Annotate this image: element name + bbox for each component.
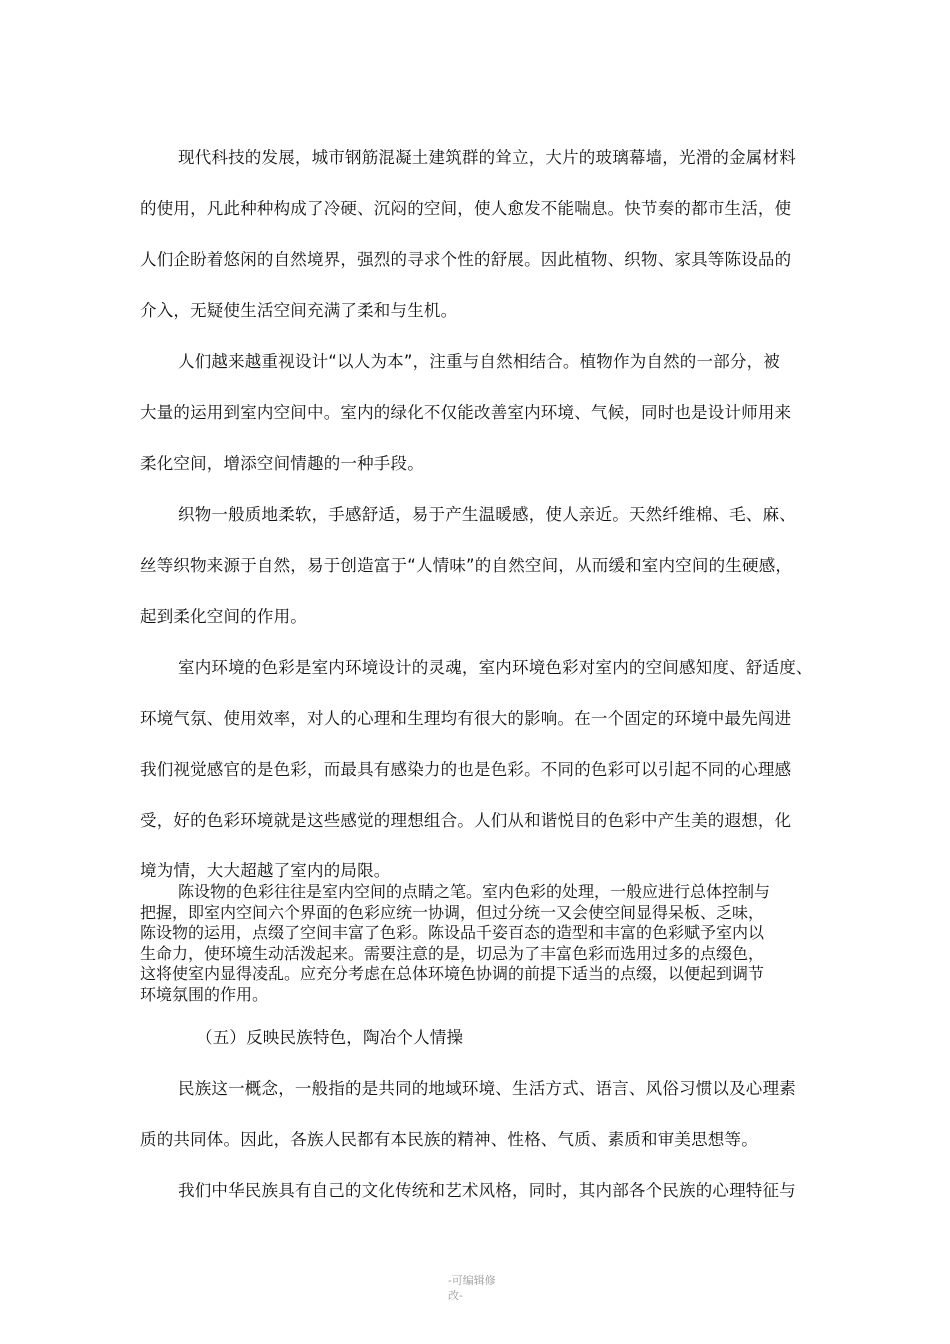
paragraph2-line2: 大量的运用到室内空间中。室内的绿化不仅能改善室内环境、气候，同时也是设计师用来 bbox=[140, 403, 792, 422]
footer-line1: -可编辑修 bbox=[448, 1274, 496, 1287]
paragraph3-line3: 起到柔化空间的作用。 bbox=[140, 607, 307, 626]
section-heading: （五）反映民族特色，陶冶个人情操 bbox=[196, 1028, 464, 1047]
paragraph5-line1: 陈设物的色彩往往是室内空间的点睛之笔。室内色彩的处理，一般应进行总体控制与 bbox=[178, 882, 771, 901]
paragraph2-line1: 人们越来越重视设计“以人为本”，注重与自然相结合。植物作为自然的一部分，被 bbox=[178, 352, 780, 371]
paragraph4-line1: 室内环境的色彩是室内环境设计的灵魂，室内环境色彩对室内的空间感知度、舒适度、 bbox=[178, 658, 813, 677]
paragraph5-line4: 生命力，使环境生动活泼起来。需要注意的是，切忌为了丰富色彩而选用过多的点缀色， bbox=[140, 943, 765, 963]
paragraph5-line6: 环境氛围的作用。 bbox=[140, 984, 269, 1004]
paragraph7-line1: 我们中华民族具有自己的文化传统和艺术风格，同时，其内部各个民族的心理特征与 bbox=[178, 1181, 796, 1200]
paragraph1-line4: 介入，无疑使生活空间充满了柔和与生机。 bbox=[140, 301, 458, 320]
paragraph1-line1: 现代科技的发展，城市钢筋混凝土建筑群的耸立，大片的玻璃幕墙，光滑的金属材料 bbox=[178, 148, 796, 167]
paragraph4-line3: 我们视觉感官的是色彩，而最具有感染力的也是色彩。不同的色彩可以引起不同的心理感 bbox=[140, 760, 792, 779]
paragraph3-line2: 丝等织物来源于自然，易于创造富于“人情味”的自然空间，从而缓和室内空间的生硬感， bbox=[140, 556, 793, 575]
paragraph4-line5: 境为情，大大超越了室内的局限。 bbox=[140, 861, 391, 880]
paragraph6-line1: 民族这一概念，一般指的是共同的地域环境、生活方式、语言、风俗习惯以及心理素 bbox=[178, 1079, 796, 1098]
paragraph5 bbox=[140, 882, 820, 1005]
paragraph5-line3: 陈设物的运用，点缀了空间丰富了色彩。陈设品千姿百态的造型和丰富的色彩赋予室内以 bbox=[140, 923, 765, 942]
paragraph1-line3: 人们企盼着悠闲的自然境界，强烈的寻求个性的舒展。因此植物、织物、家具等陈设品的 bbox=[140, 250, 792, 269]
paragraph4-line4: 受，好的色彩环境就是这些感觉的理想组合。人们从和谐悦目的色彩中产生美的遐想，化 bbox=[140, 811, 792, 830]
footer-line2: 改- bbox=[448, 1289, 463, 1302]
paragraph6-line2: 质的共同体。因此，各族人民都有本民族的精神、性格、气质、素质和审美思想等。 bbox=[140, 1130, 758, 1149]
paragraph2-line3: 柔化空间，增添空间情趣的一种手段。 bbox=[140, 454, 424, 473]
paragraph5-line5: 这将使室内显得凌乱。应充分考虑在总体环境色协调的前提下适当的点缀，以便起到调节 bbox=[140, 964, 765, 983]
paragraph5-line2: 把握，即室内空间六个界面的色彩应统一协调，但过分统一又会使空间显得呆板、乏味， bbox=[140, 902, 765, 922]
paragraph4-line2: 环境气氛、使用效率，对人的心理和生理均有很大的影响。在一个固定的环境中最先闯进 bbox=[140, 709, 792, 728]
paragraph3-line1: 织物一般质地柔软，手感舒适，易于产生温暖感，使人亲近。天然纤维棉、毛、麻、 bbox=[178, 505, 796, 524]
paragraph1-line2: 的使用，凡此种种构成了冷硬、沉闷的空间，使人愈发不能喘息。快节奏的都市生活，使 bbox=[140, 199, 792, 218]
